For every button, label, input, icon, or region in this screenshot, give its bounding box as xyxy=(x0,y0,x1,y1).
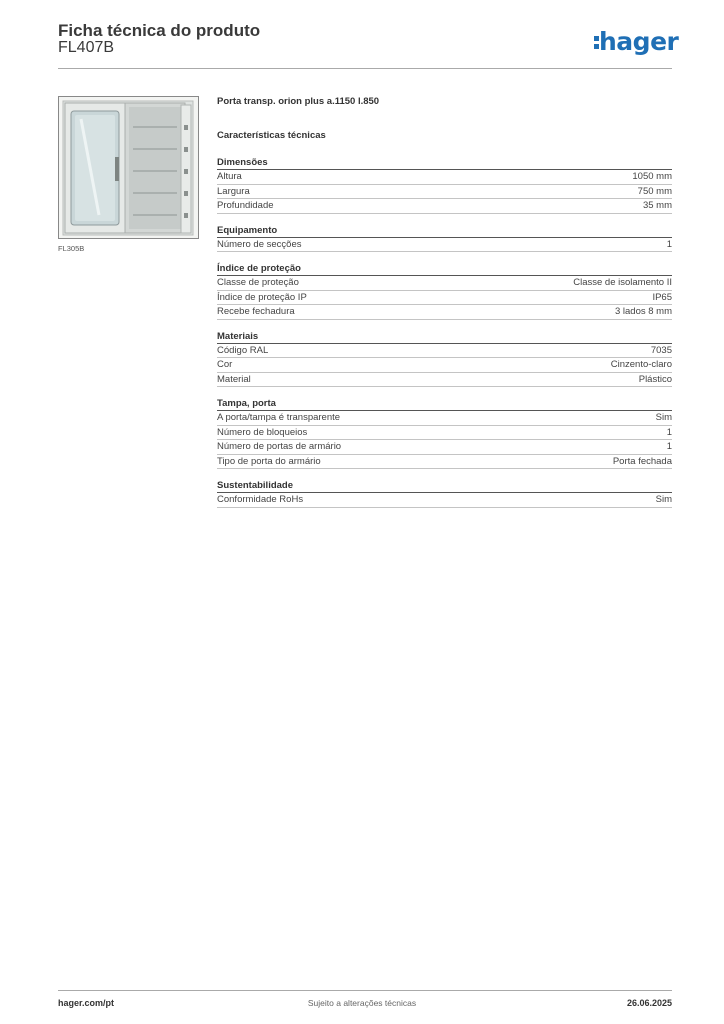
image-caption: FL305B xyxy=(58,244,85,253)
section-title: Índice de proteção xyxy=(217,262,672,276)
spec-label: A porta/tampa é transparente xyxy=(217,412,341,423)
product-image xyxy=(58,96,199,239)
footer-divider xyxy=(58,990,672,991)
spec-value: 1050 mm xyxy=(632,171,672,182)
spec-row xyxy=(217,358,672,373)
spec-value: IP65 xyxy=(652,291,672,303)
section-title: Equipamento xyxy=(217,224,672,238)
spec-value: 35 mm xyxy=(642,200,672,211)
logo-dots-icon xyxy=(594,32,599,50)
product-name: Porta transp. orion plus a.1150 l.850 xyxy=(217,96,380,107)
spec-label: Código RAL xyxy=(217,344,269,356)
spec-value: 1 xyxy=(666,441,672,452)
spec-section xyxy=(217,397,672,469)
cabinet-illustration-icon xyxy=(59,97,198,238)
spec-row xyxy=(217,411,672,426)
spec-sections xyxy=(217,156,672,508)
spec-label: Recebe fechadura xyxy=(217,306,295,317)
spec-label: Número de secções xyxy=(217,238,302,250)
page-title: Ficha técnica do produto xyxy=(58,21,261,40)
section-title: Materiais xyxy=(217,330,672,344)
spec-row xyxy=(217,455,672,470)
spec-row xyxy=(217,493,672,508)
spec-value: 1 xyxy=(666,238,672,250)
footer-notice: Sujeito a alterações técnicas xyxy=(307,998,417,1008)
spec-section xyxy=(217,479,672,508)
spec-section xyxy=(217,330,672,388)
spec-value: Sim xyxy=(655,494,672,505)
spec-row xyxy=(217,291,672,306)
spec-label: Altura xyxy=(217,171,242,182)
spec-label: Número de portas de armário xyxy=(217,441,342,452)
spec-section xyxy=(217,224,672,253)
spec-value: Porta fechada xyxy=(612,455,672,467)
section-title: Sustentabilidade xyxy=(217,479,672,493)
spec-value: Cinzento-claro xyxy=(610,359,672,370)
spec-row xyxy=(217,426,672,441)
spec-label: Classe de proteção xyxy=(217,277,299,288)
spec-row xyxy=(217,185,672,200)
spec-label: Número de bloqueios xyxy=(217,426,308,438)
spec-value: 3 lados 8 mm xyxy=(614,306,672,317)
spec-row xyxy=(217,238,672,253)
spec-row xyxy=(217,170,672,185)
spec-value: 750 mm xyxy=(637,185,672,197)
section-title: Tampa, porta xyxy=(217,397,672,411)
spec-value: 7035 xyxy=(650,344,672,356)
spec-row xyxy=(217,276,672,291)
spec-row xyxy=(217,305,672,320)
spec-value: 1 xyxy=(666,426,672,438)
footer-date: 26.06.2025 xyxy=(626,998,672,1008)
spec-label: Índice de proteção IP xyxy=(217,291,307,303)
spec-row xyxy=(217,344,672,359)
spec-row xyxy=(217,440,672,455)
footer-website: hager.com/pt xyxy=(58,998,115,1008)
spec-label: Cor xyxy=(217,359,233,370)
spec-label: Largura xyxy=(217,185,250,197)
tech-characteristics-title: Características técnicas xyxy=(217,130,326,141)
spec-label: Conformidade RoHs xyxy=(217,494,304,505)
spec-section xyxy=(217,156,672,214)
header-divider xyxy=(58,68,672,69)
spec-label: Tipo de porta do armário xyxy=(217,455,321,467)
spec-section xyxy=(217,262,672,320)
hager-logo xyxy=(594,27,678,56)
spec-value: Plástico xyxy=(638,373,672,385)
spec-row xyxy=(217,373,672,388)
spec-content xyxy=(217,96,672,508)
spec-value: Classe de isolamento II xyxy=(573,277,672,288)
section-title: Dimensões xyxy=(217,156,672,170)
product-code: FL407B xyxy=(58,39,115,56)
spec-row xyxy=(217,199,672,214)
logo-text: hager xyxy=(599,27,679,56)
spec-label: Profundidade xyxy=(217,200,274,211)
spec-value: Sim xyxy=(655,412,672,423)
spec-label: Material xyxy=(217,373,251,385)
